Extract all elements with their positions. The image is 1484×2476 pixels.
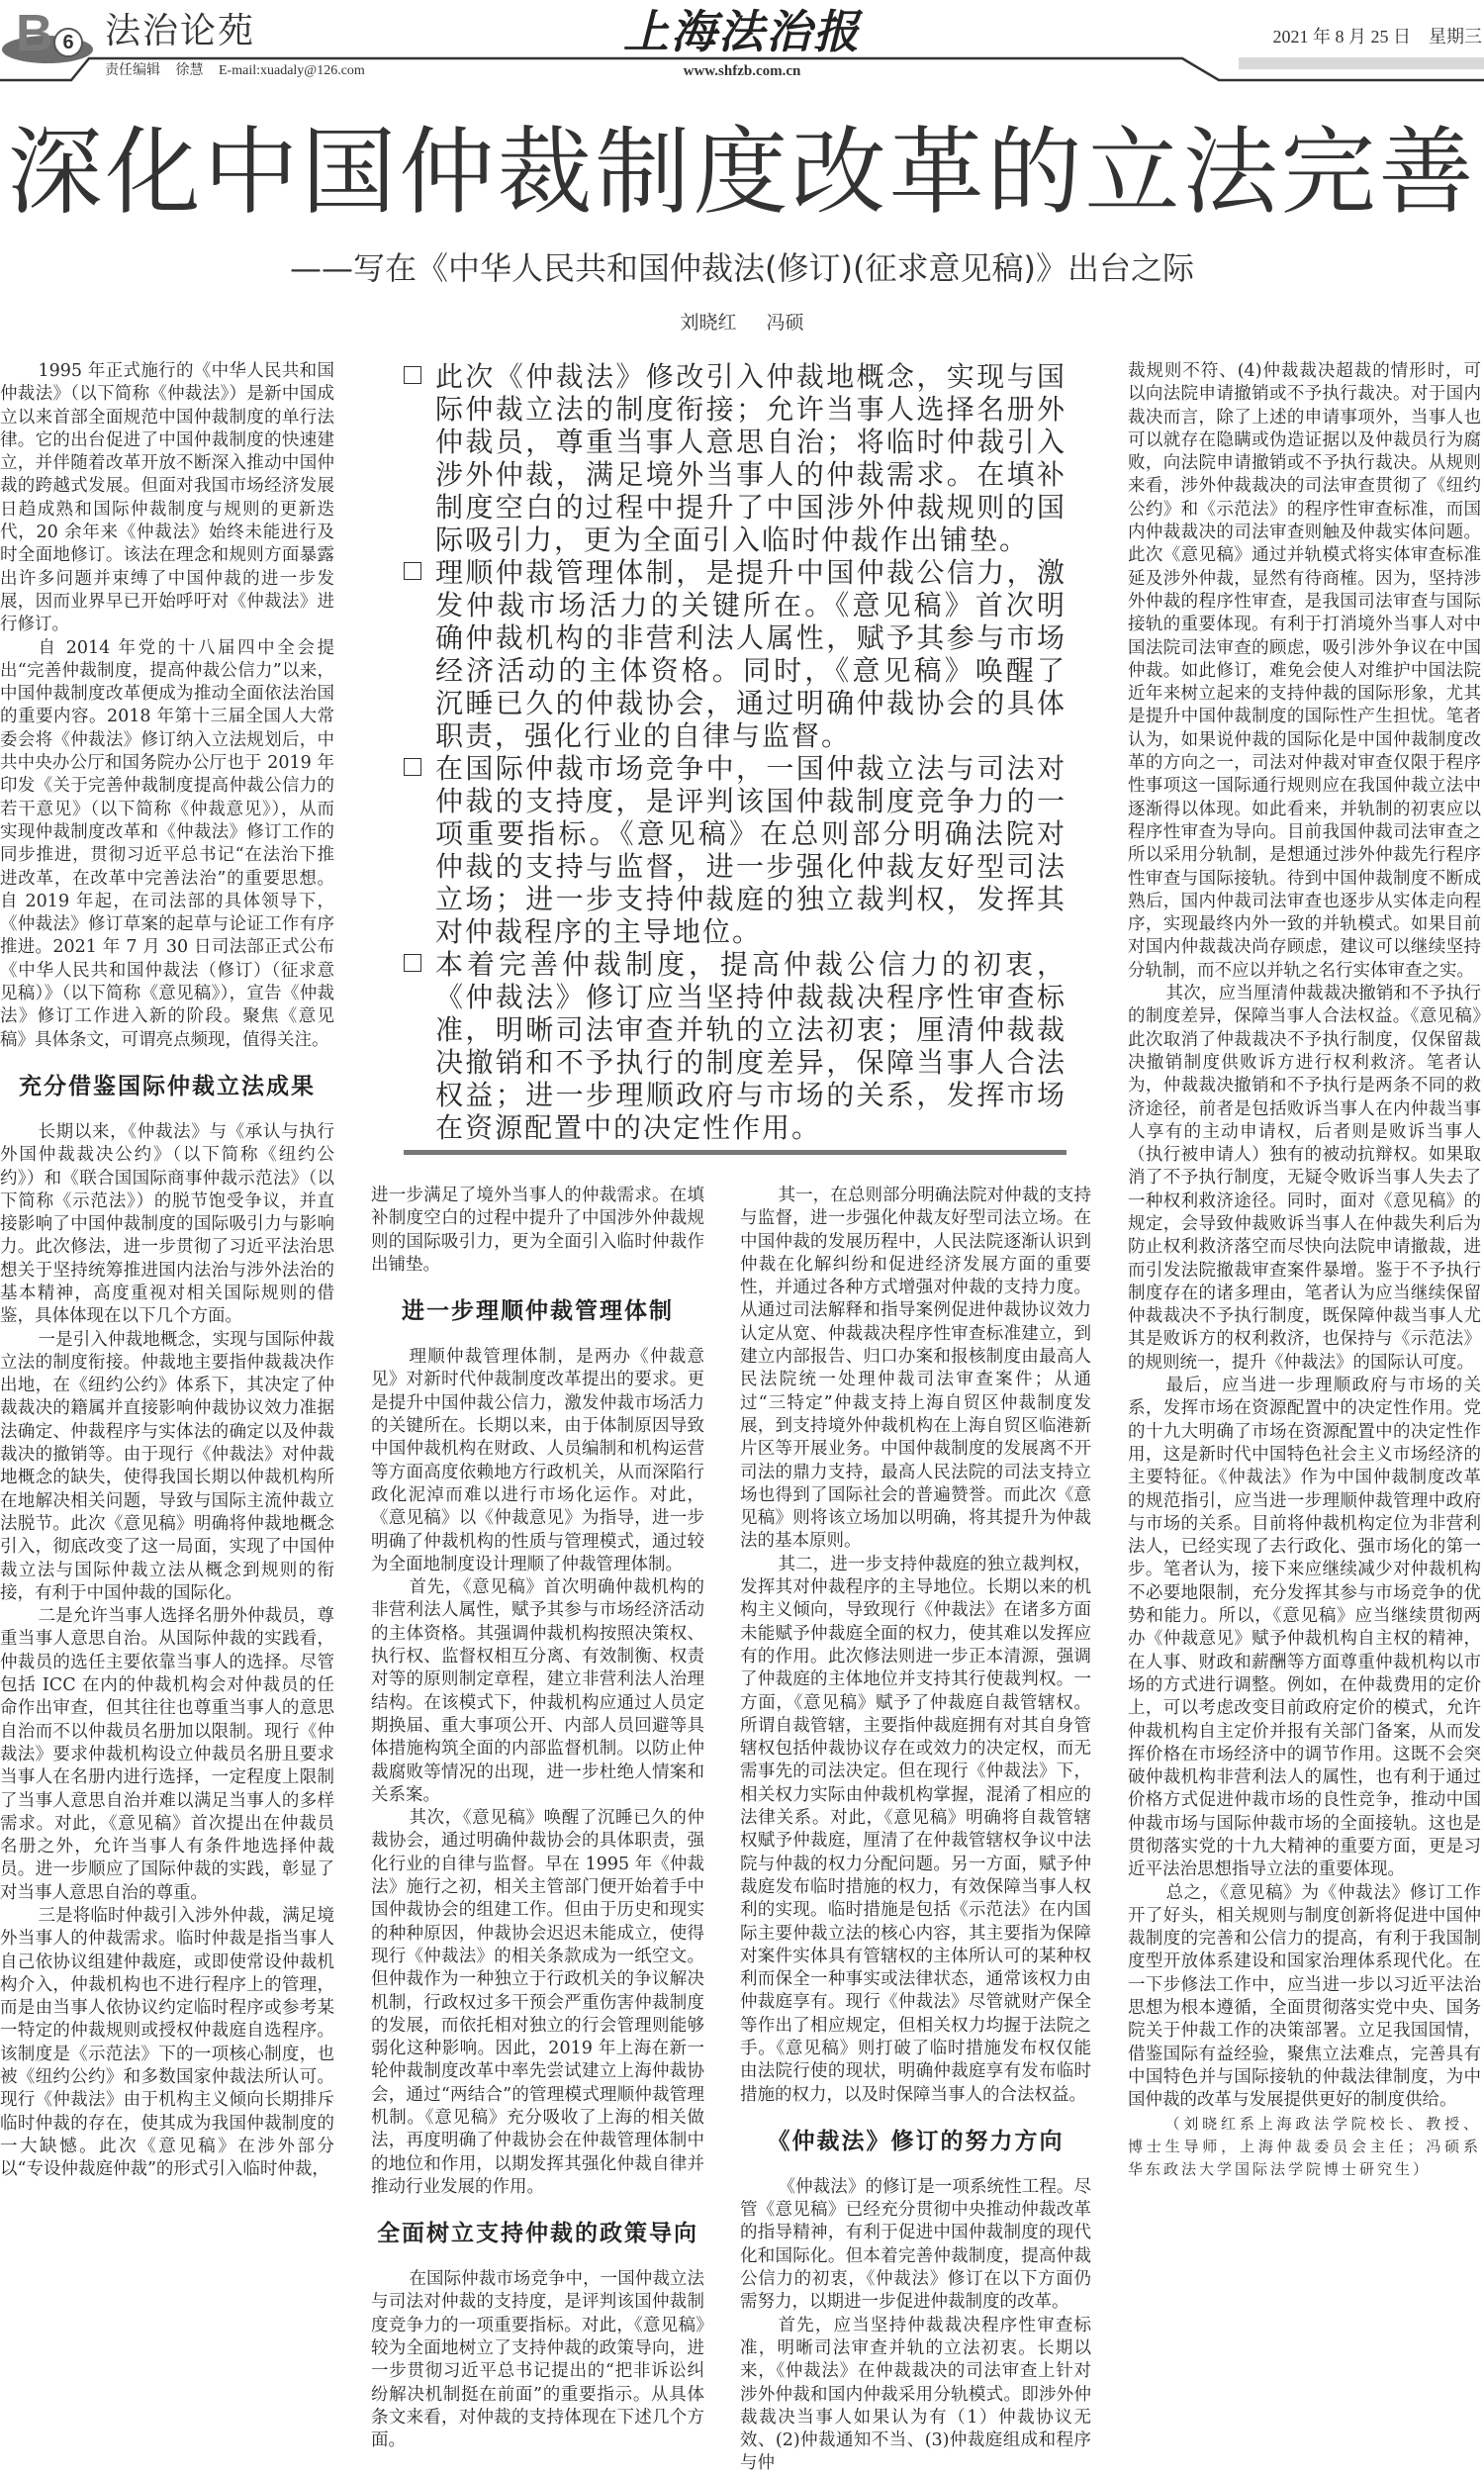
middle-columns bbox=[371, 1185, 1091, 2476]
middle-section bbox=[371, 360, 1091, 2476]
summary-item bbox=[404, 360, 1067, 556]
paragraph: 最后，应当进一步理顺政府与市场的关系，发挥市场在资源配置中的决定性作用。党的十九大明确了市场在资源配置中的决定性作用，这是新时代中国特色社会主义市场经济的主要特征。《仲裁法》作为中国仲裁制度改革的规范指引，应当进一步理顺仲裁管理中政府与市场的关系。目前将仲裁机构定位为非营利法人，已经实现了去行政化、强市场化的第一步。笔者认为，接下来应继续减少对仲裁机构不必要地限制，充分发挥其参与市场竞争的优势和能力。所以，《意见稿》应当继续贯彻两办《仲裁意见》赋予仲裁机构自主权的精神，在人事、财政和薪酬等方面尊重仲裁机构以市场的方式进行调整。例如，在仲裁费用的定价上，可以考虑改变目前政府定价的模式，允许仲裁机构自主定价并报有关部门备案，从而发挥价格在市场经济中的调节作用。这既不会突破仲裁机构非营利法人的属性，也有利于通过价格方式促进仲裁市场的良性竞争，推动中国仲裁市场与国际仲裁市场的全面接轨。这也是贯彻落实党的十九大精神的重要方面，更是习近平法治思想指导立法的重要体现。 bbox=[1128, 1376, 1481, 1880]
square-bullet-icon bbox=[404, 758, 421, 776]
paragraph: 理顺仲裁管理体制，是两办《仲裁意见》对新时代仲裁制度改革提出的要求。更是提升中国仲裁公信力，激发仲裁市场活力的关键所在。长期以来，由于体制原因导致中国仲裁机构在财政、人员编制和机构运营等方面高度依赖地方行政机关，从而深陷行政化泥淖而难以进行市场化运作。对此，《意见稿》以《仲裁意见》为指导，进一步明确了仲裁机构的性质与管理模式，通过较为全面地制度设计理顺了仲裁管理体制。 bbox=[371, 1347, 704, 1574]
badge-letter: B bbox=[16, 5, 53, 62]
paragraph: 长期以来，《仲裁法》与《承认与执行外国仲裁裁决公约》（以下简称《纽约公约》）和《联合国国际商事仲裁示范法》（以下简称《示范法》）的脱节饱受争议，并直接影响了中国仲裁制度的国际吸引力与影响力。此次修法，进一步贯彻了习近平法治思想关于坚持统筹推进国内法治与涉外法治的基本精神，高度重视对相关国际规则的借鉴，具体体现在以下几个方面。 bbox=[0, 1121, 334, 1327]
summary-item-text: 此次《仲裁法》修改引入仲裁地概念，实现与国际仲裁立法的制度衔接；允许当事人选择名册外仲裁员，尊重当事人意思自治；将临时仲裁引入涉外仲裁，满足境外当事人的仲裁需求。在填补制度空白的过程中提升了中国涉外仲裁规则的国际吸引力，更为全面引入临时仲裁作出铺垫。 bbox=[435, 360, 1067, 556]
paragraph: 1995 年正式施行的《中华人民共和国仲裁法》（以下简称《仲裁法》）是新中国成立以来首部全面规范中国仲裁制度的单行法律。它的出台促进了中国仲裁制度的快速建立，并伴随着改革开放不断深入推动中国仲裁的跨越式发展。但面对我国市场经济发展日趋成熟和国际仲裁制度与规则的更新迭代，20 余年来《仲裁法》始终未能进行及时全面地修订。该法在理念和规则方面暴露出许多问题并束缚了中国仲裁的进一步发展，因而业界早已开始呼吁对《仲裁法》进行修订。 bbox=[0, 361, 334, 635]
section-heading: 充分借鉴国际仲裁立法成果 bbox=[19, 1073, 316, 1099]
summary-item-text: 在国际仲裁市场竞争中，一国仲裁立法与司法对仲裁的支持度，是评判该国仲裁制度竞争力的一项重要指标。《意见稿》在总则部分明确法院对仲裁的支持与监督，进一步强化仲裁友好型司法立场；进一步支持仲裁庭的独立裁判权，发挥其对仲裁程序的主导地位。 bbox=[435, 752, 1067, 948]
paragraph: 裁规则不符、(4)仲裁裁决超裁的情形时，可以向法院申请撤销或不予执行裁决。对于国内裁决而言，除了上述的申请事项外，当事人也可以就存在隐瞒或伪造证据以及仲裁员行为腐败，向法院申请撤销或不予执行裁决。从规则来看，涉外仲裁裁决的司法审查贯彻了《纽约公约》和《示范法》的程序性审查标准，而国内仲裁裁决的司法审查则触及仲裁实体问题。此次《意见稿》通过并轨模式将实体审查标准延及涉外仲裁，显然有待商榷。因为，坚持涉外仲裁的程序性审查，是我国司法审查与国际接轨的重要体现。有利于打消境外当事人对中国法院司法审查的顾虑，吸引涉外争议在中国仲裁。如此修订，难免会使人对维护中国法院近年来树立起来的支持仲裁的国际形象，尤其是提升中国仲裁制度的国际性产生担忧。笔者认为，如果说仲裁的国际化是中国仲裁制度改革的方向之一，司法对仲裁对审查仅限于程序性事项这一国际通行规则应在我国仲裁立法中逐渐得以体现。如此看来，并轨制的初衷应以程序性审查为导向。目前我国仲裁司法审查之所以采用分轨制，是想通过涉外仲裁先行程序性审查与国际接轨。待到中国仲裁制度不断成熟后，国内仲裁司法审查也逐步从实体走向程序，实现最终内外一致的并轨模式。如果目前对国内仲裁裁决尚存顾虑，建议可以继续坚持分轨制，而不应以并轨之名行实体审查之实。 bbox=[1128, 361, 1481, 981]
summary-item-text: 理顺仲裁管理体制，是提升中国仲裁公信力，激发仲裁市场活力的关键所在。《意见稿》首次明确仲裁机构的非营利法人属性，赋予其参与市场经济活动的主体资格。同时，《意见稿》唤醒了沉睡已久的仲裁协会，通过明确仲裁协会的具体职责，强化行业的自律与监督。 bbox=[435, 556, 1067, 752]
paragraph: 其二，进一步支持仲裁庭的独立裁判权，发挥其对仲裁程序的主导地位。长期以来的机构主义倾向，导致现行《仲裁法》在诸多方面未能赋予仲裁庭全面的权力，使其难以发挥应有的作用。此次修法则进一步正本清源，强调了仲裁庭的主体地位并支持其行使裁判权。一方面，《意见稿》赋予了仲裁庭自裁管辖权。所谓自裁管辖，主要指仲裁庭拥有对其自身管辖权包括仲裁协议存在或效力的决定权，而无需事先的司法决定。但在现行《仲裁法》下，相关权力实际由仲裁机构掌握，混淆了相应的法律关系。对此，《意见稿》明确将自裁管辖权赋予仲裁庭，厘清了在仲裁管辖权争议中法院与仲裁的权力分配问题。另一方面，赋予仲裁庭发布临时措施的权力，有效保障当事人权利的实现。临时措施是包括《示范法》在内国际主要仲裁立法的核心内容，其主要指为保障对案件实体具有管辖权的主体所认可的某种权利而保全一种事实或法律状态，通常该权力由仲裁庭享有。现行《仲裁法》尽管就财产保全等作出了相应规定，但相关权力均握于法院之手。《意见稿》则打破了临时措施发布权仅能由法院行使的现状，明确仲裁庭享有发布临时措施的权力，以及时保障当事人的合法权益。 bbox=[740, 1554, 1091, 2105]
paragraph: 自 2014 年党的十八届四中全会提出“完善仲裁制度，提高仲裁公信力”以来，中国仲裁制度改革便成为推动全面依法治国的重要内容。2018 年第十三届全国人大常委会将《仲裁法》修订纳入立法规划后，中共中央办公厅和国务院办公厅也于 2019 年印发《关于完善仲裁制度提高仲裁公信力的若干意见》（以下简称《仲裁意见》），从而实现仲裁制度改革和《仲裁法》修订工作的同步推进，贯彻习近平总书记“在法治下推进改革，在改革中完善法治”的重要思想。自 2019 年起，在司法部的具体领导下，《仲裁法》修订草案的起草与论证工作有序推进。2021 年 7 月 30 日司法部正式公布《中华人民共和国仲裁法（修订）（征求意见稿）》（以下简称《意见稿》），宣告《仲裁法》修订工作进入新的阶段。聚焦《意见稿》具体条文，可谓亮点频现，值得关注。 bbox=[0, 637, 334, 1050]
square-bullet-icon bbox=[404, 954, 421, 972]
summary-item bbox=[404, 752, 1067, 948]
paragraph: 二是允许当事人选择名册外仲裁员，尊重当事人意思自治。从国际仲裁的实践看，仲裁员的选任主要依靠当事人的选择。尽管包括 ICC 在内的仲裁机构会对仲裁员的任命作出审查，但其往往也尊重当事人的意思自治而不以仲裁员名册加以限制。现行《仲裁法》要求仲裁机构设立仲裁员名册且要求当事人在名册内进行选择，一定程度上限制了当事人意思自治并难以满足当事人的多样需求。对此，《意见稿》首次提出在仲裁员名册之外，允许当事人有条件地选择仲裁员。进一步顺应了国际仲裁的实践，彰显了对当事人意思自治的尊重。 bbox=[0, 1606, 334, 1903]
paragraph: 一是引入仲裁地概念，实现与国际仲裁立法的制度衔接。仲裁地主要指仲裁裁决作出地，在《纽约公约》体系下，其决定了仲裁裁决的籍属并直接影响仲裁协议效力准据法确定、仲裁程序与实体法的确定以及仲裁裁决的撤销等。由于现行《仲裁法》对仲裁地概念的缺失，使得我国长期以仲裁机构所在地解决相关问题，导致与国际主流仲裁立法脱节。此次《意见稿》明确将仲裁地概念引入，彻底改变了这一局面，实现了中国仲裁立法与国际仲裁立法从概念到规则的衔接，有利于中国仲裁的国际化。 bbox=[0, 1329, 334, 1603]
newspaper-masthead: 上海法治报 bbox=[623, 5, 861, 58]
summary-item bbox=[404, 948, 1067, 1144]
author-bio: （刘晓红系上海政法学院校长、教授、博士生导师，上海仲裁委员会主任；冯硕系华东政法大学国际法学院博士研究生） bbox=[1128, 2114, 1481, 2179]
author-name: 冯硕 bbox=[766, 312, 804, 333]
editor-email[interactable]: E-mail:xuadaly@126.com bbox=[219, 63, 365, 78]
article-column-1 bbox=[0, 360, 334, 2182]
paragraph: 其次，应当厘清仲裁裁决撤销和不予执行的制度差异，保障当事人合法权益。《意见稿》此次取消了仲裁裁决不予执行制度，仅保留裁决撤销制度供败诉方进行权利救济。笔者认为，仲裁裁决撤销和不予执行是两条不同的救济途径，前者是包括败诉当事人在内仲裁当事人享有的主动申请权，后者则是败诉当事人（执行被申请人）独有的被动抗辩权。如果取消了不予执行制度，无疑令败诉当事人失去了一种权利救济途径。同时，面对《意见稿》的规定，会导致仲裁败诉当事人在仲裁失利后为防止权利救济落空而尽快向法院申请撤裁，进而引发法院撤裁审查案件暴增。鉴于不予执行制度存在的诸多理由，笔者认为应当继续保留仲裁裁决不予执行制度，既保障仲裁当事人尤其是败诉方的权利救济，也保持与《示范法》的规则统一，提升《仲裁法》的国际认可度。 bbox=[1128, 984, 1481, 1373]
section-heading: 《仲裁法》修订的努力方向 bbox=[767, 2128, 1065, 2154]
badge-number: 6 bbox=[53, 28, 83, 57]
square-bullet-icon bbox=[404, 562, 421, 580]
paragraph: 在国际仲裁市场竞争中，一国仲裁立法与司法对仲裁的支持度，是评判该国仲裁制度竞争力的一项重要指标。对此，《意见稿》较为全面地树立了支持仲裁的政策导向，进一步贯彻习近平总书记提出的“把非诉讼纠纷解决机制挺在前面”的重要指示。从具体条文来看，对仲裁的支持体现在下述几个方面。 bbox=[371, 2269, 704, 2451]
section-heading: 进一步理顺仲裁管理体制 bbox=[402, 1298, 674, 1325]
paragraph: 总之，《意见稿》为《仲裁法》修订工作开了好头，相关规则与制度创新将促进中国仲裁制度的完善和公信力的提高，有利于我国制度型开放体系建设和国家治理体系现代化。在一下步修法工作中，应当进一步以习近平法治思想为根本遵循，全面贯彻落实党中央、国务院关于仲裁工作的决策部署。立足我国国情，借鉴国际有益经验，聚焦立法难点，完善具有中国特色并与国际接轨的仲裁法律制度，为中国仲裁的改革与发展提供更好的制度供给。 bbox=[1128, 1882, 1481, 2111]
section-heading: 全面树立支持仲裁的政策导向 bbox=[377, 2221, 698, 2247]
paragraph: 首先，应当坚持仲裁裁决程序性审查标准，明晰司法审查并轨的立法初衷。长期以来，《仲裁法》在仲裁裁决的司法审查上针对涉外仲裁和国内仲裁采用分轨模式。即涉外仲裁裁决当事人如果认为有（1）仲裁协议无效、(2)仲裁通知不当、(3)仲裁庭组成和程序与仲 bbox=[740, 2315, 1091, 2474]
article-column-2 bbox=[371, 1185, 704, 2453]
paragraph: 其次，《意见稿》唤醒了沉睡已久的仲裁协会，通过明确仲裁协会的具体职责，强化行业的自律与监督。早在 1995 年《仲裁法》施行之初，相关主管部门便开始着手中国仲裁协会的组建工作。但由于历史和现实的种种原因，仲裁协会迟迟未能成立，使得现行《仲裁法》的相关条款成为一纸空文。但仲裁作为一种独立于行政机关的争议解决机制，行政权过多干预会严重伤害仲裁制度的发展，而依托相对独立的行会管理则能够弱化这种影响。因此，2019 年上海在新一轮仲裁制度改革中率先尝试建立上海仲裁协会，通过“两结合”的管理模式理顺仲裁管理机制。《意见稿》充分吸收了上海的相关做法，再度明确了仲裁协会在仲裁管理体制中的地位和作用，以期发挥其强化仲裁自律并推动行业发展的作用。 bbox=[371, 1808, 704, 2197]
summary-box bbox=[404, 360, 1067, 1155]
issue-date: 2021 年 8 月 25 日 星期三 bbox=[1272, 27, 1482, 47]
summary-item bbox=[404, 556, 1067, 752]
paragraph: 首先，《意见稿》首次明确仲裁机构的非营利法人属性，赋予其参与市场经济活动的主体资格。其强调仲裁机构按照决策权、执行权、监督权相互分离、有效制衡、权责对等的原则制定章程，建立非营利法人治理结构。在该模式下，仲裁机构应通过人员定期换届、重大事项公开、内部人员回避等具体措施构筑全面的内部监督机制。以防止仲裁腐败等情况的出现，进一步杜绝人情案和关系案。 bbox=[371, 1577, 704, 1805]
article-column-3 bbox=[740, 1185, 1091, 2476]
article-title: 深化中国仲裁制度改革的立法完善 bbox=[7, 117, 1477, 228]
paragraph: 《仲裁法》的修订是一项系统性工程。尽管《意见稿》已经充分贯彻中央推动仲裁改革的指导精神，有利于促进中国仲裁制度的现代化和国际化。但本着完善仲裁制度，提高仲裁公信力的初衷，《仲裁法》修订在以下方面仍需努力，以期进一步促进仲裁制度的改革。 bbox=[740, 2176, 1091, 2313]
summary-item-text: 本着完善仲裁制度，提高仲裁公信力的初衷，《仲裁法》修订应当坚持仲裁裁决程序性审查标准，明晰司法审查并轨的立法初衷；厘清仲裁裁决撤销和不予执行的制度差异，保障当事人合法权益；进一步理顺政府与市场的关系，发挥市场在资源配置中的决定性作用。 bbox=[435, 948, 1067, 1144]
article-authors bbox=[0, 311, 1484, 334]
website-link[interactable]: www.shfzb.com.cn bbox=[683, 63, 801, 79]
square-bullet-icon bbox=[404, 366, 421, 384]
author-name: 刘晓红 bbox=[680, 312, 737, 333]
paragraph: 进一步满足了境外当事人的仲裁需求。在填补制度空白的过程中提升了中国涉外仲裁规则的国际吸引力，更为全面引入临时仲裁作出铺垫。 bbox=[371, 1186, 704, 1275]
paragraph: 其一，在总则部分明确法院对仲裁的支持与监督，进一步强化仲裁友好型司法立场。在中国仲裁的发展历程中，人民法院逐渐认识到仲裁在化解纠纷和促进经济发展方面的重要性，并通过各种方式增强对仲裁的支持力度。从通过司法解释和指导案例促进仲裁协议效力认定从宽、仲裁裁决程序性审查标准建立，到建立内部报告、归口办案和报核制度由最高人民法院统一处理仲裁司法审查案件；从通过“三特定”仲裁支持上海自贸区仲裁制度发展，到支持境外仲裁机构在上海自贸区临港新片区等开展业务。中国仲裁制度的发展离不开司法的鼎力支持，最高人民法院的司法支持立场也得到了国际社会的普遍赞誉。而此次《意见稿》则将该立场加以明确，将其提升为仲裁法的基本原则。 bbox=[740, 1186, 1091, 1552]
editor-label: 责任编辑 bbox=[105, 63, 160, 78]
article-subtitle: ——写在《中华人民共和国仲裁法(修订)(征求意见稿)》出台之际 bbox=[290, 249, 1194, 287]
section-name: 法治论苑 bbox=[105, 11, 256, 51]
article-column-4 bbox=[1128, 360, 1481, 2181]
article-body bbox=[0, 360, 1484, 2476]
editor-name: 徐慧 bbox=[175, 63, 204, 78]
paragraph: 三是将临时仲裁引入涉外仲裁，满足境外当事人的仲裁需求。临时仲裁是指当事人自己依协议组建仲裁庭，或即使常设仲裁机构介入，仲裁机构也不进行程序上的管理，而是由当事人依协议约定临时程序或参考某一特定的仲裁规则或授权仲裁庭自选程序。该制度是《示范法》下的一项核心制度，也被《纽约公约》和多数国家仲裁法所认可。现行《仲裁法》由于机构主义倾向长期排斥临时仲裁的存在，使其成为我国仲裁制度的一大缺憾。此次《意见稿》在涉外部分以“专设仲裁庭仲裁”的形式引入临时仲裁， bbox=[0, 1906, 334, 2180]
